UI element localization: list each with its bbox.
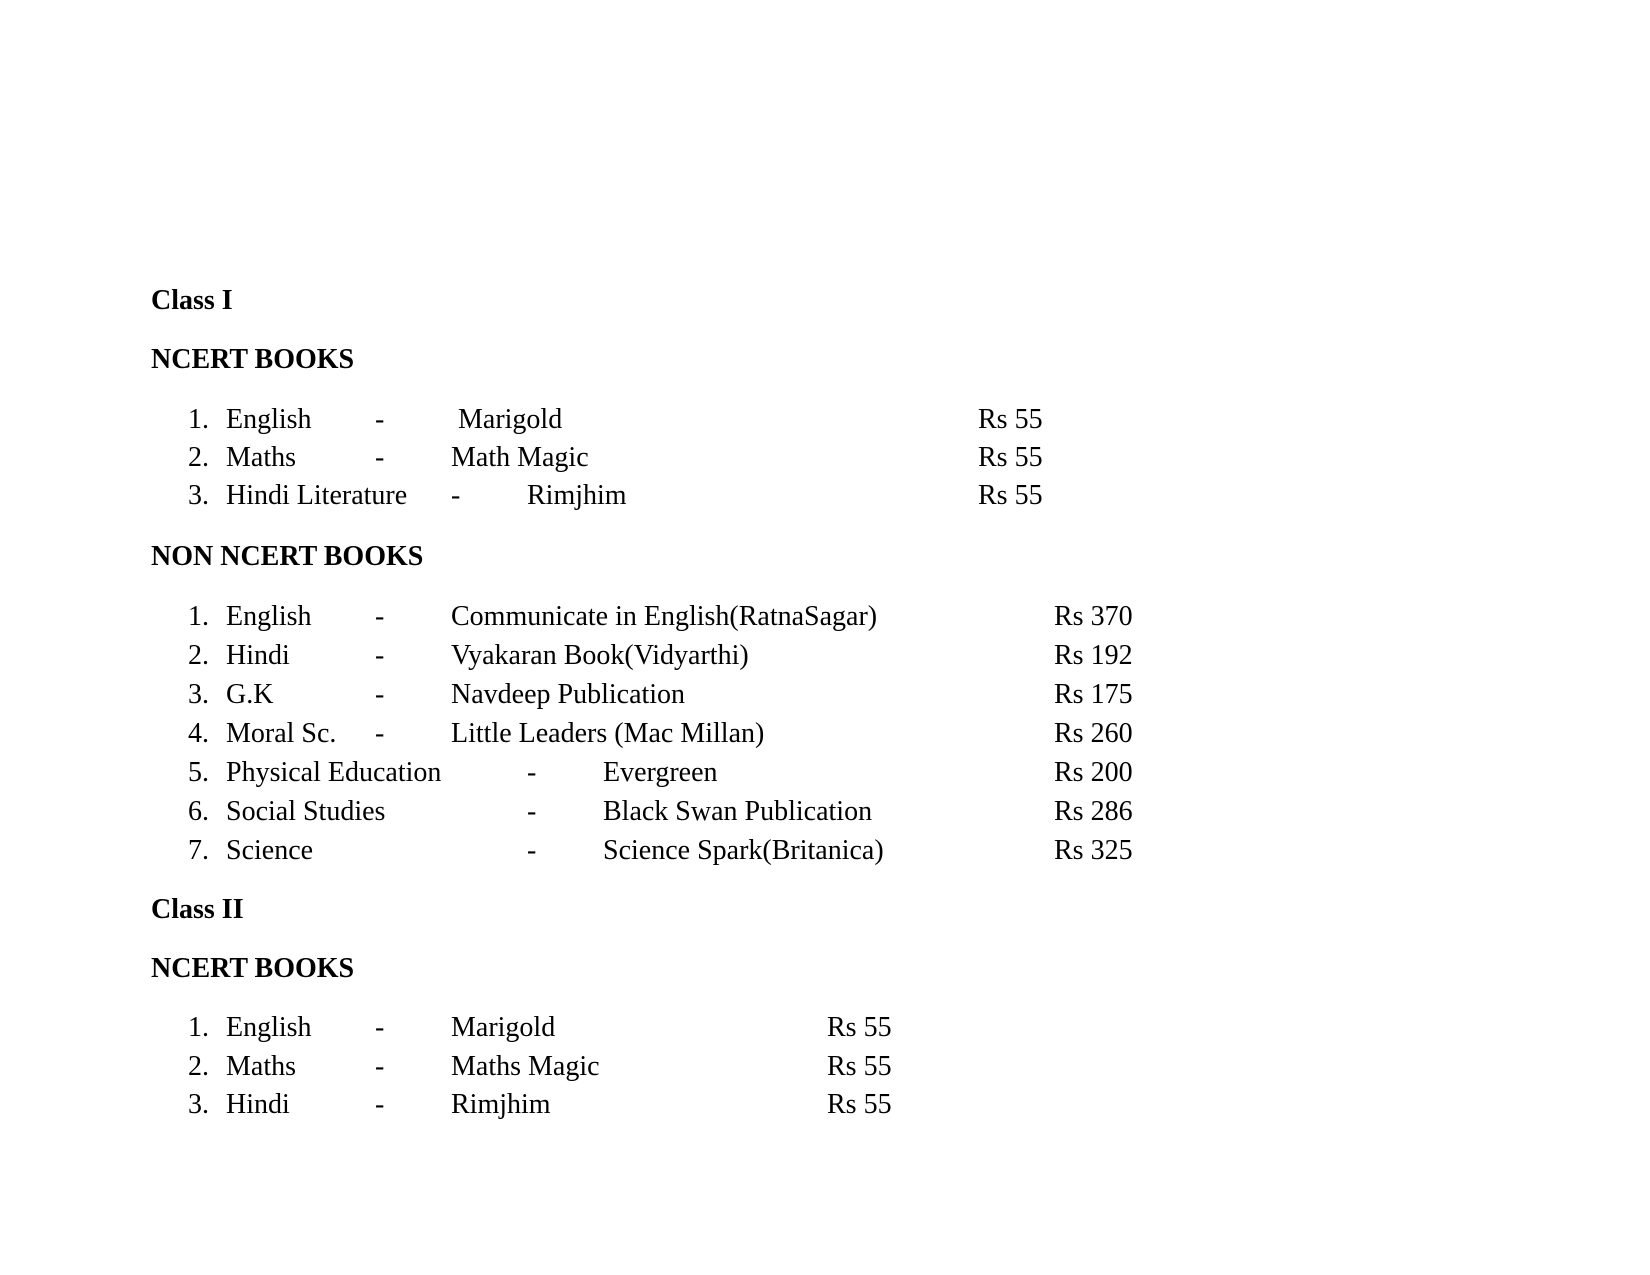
- item-dash: -: [375, 1051, 385, 1082]
- class-1-title: Class I: [151, 285, 233, 316]
- item-subject: English: [226, 601, 312, 632]
- item-price: Rs 55: [978, 442, 1043, 473]
- item-number: 4.: [188, 718, 209, 749]
- item-book: Evergreen: [603, 757, 718, 788]
- list-item: [0, 600, 1650, 636]
- item-number: 1.: [188, 601, 209, 632]
- item-dash: -: [375, 442, 385, 473]
- item-number: 1.: [188, 1012, 209, 1043]
- list-item: [0, 756, 1650, 792]
- item-book: Maths Magic: [451, 1051, 600, 1082]
- item-price: Rs 325: [1054, 835, 1133, 866]
- item-subject: Hindi Literature: [226, 480, 408, 511]
- item-book: Little Leaders (Mac Millan): [451, 718, 765, 749]
- item-book: Marigold: [458, 404, 563, 435]
- item-book: Black Swan Publication: [603, 796, 873, 827]
- item-dash: -: [527, 835, 537, 866]
- item-price: Rs 55: [978, 480, 1043, 511]
- item-subject: Maths: [226, 442, 296, 473]
- item-subject: Physical Education: [226, 757, 442, 788]
- item-number: 3.: [188, 679, 209, 710]
- item-dash: -: [375, 1012, 385, 1043]
- list-item: [0, 795, 1650, 831]
- item-number: 7.: [188, 835, 209, 866]
- item-number: 2.: [188, 640, 209, 671]
- item-price: Rs 55: [827, 1051, 892, 1082]
- item-price: Rs 260: [1054, 718, 1133, 749]
- item-dash: -: [527, 757, 537, 788]
- item-book: Science Spark(Britanica): [603, 835, 884, 866]
- list-item: [0, 1050, 1650, 1086]
- list-item: [0, 441, 1650, 477]
- list-item: [0, 678, 1650, 714]
- class-1-ncert-heading: NCERT BOOKS: [151, 344, 355, 375]
- item-subject: G.K: [226, 679, 274, 710]
- item-dash: -: [375, 640, 385, 671]
- item-dash: -: [527, 796, 537, 827]
- item-number: 3.: [188, 480, 209, 511]
- item-book: Rimjhim: [527, 480, 627, 511]
- item-price: Rs 55: [827, 1089, 892, 1120]
- item-price: Rs 192: [1054, 640, 1133, 671]
- class-2-ncert-heading: NCERT BOOKS: [151, 953, 355, 984]
- list-item: [0, 1088, 1650, 1124]
- item-book: Marigold: [451, 1012, 556, 1043]
- item-number: 2.: [188, 442, 209, 473]
- item-price: Rs 55: [827, 1012, 892, 1043]
- item-book: Math Magic: [451, 442, 589, 473]
- item-price: Rs 286: [1054, 796, 1133, 827]
- item-dash: -: [375, 718, 385, 749]
- item-subject: Social Studies: [226, 796, 386, 827]
- item-price: Rs 55: [978, 404, 1043, 435]
- item-dash: -: [375, 601, 385, 632]
- item-number: 6.: [188, 796, 209, 827]
- list-item: [0, 717, 1650, 753]
- item-number: 3.: [188, 1089, 209, 1120]
- class-2-title: Class II: [151, 894, 244, 925]
- item-dash: -: [375, 404, 385, 435]
- class-1-non-ncert-heading: NON NCERT BOOKS: [151, 541, 424, 572]
- item-subject: Moral Sc.: [226, 718, 337, 749]
- item-book: Vyakaran Book(Vidyarthi): [451, 640, 749, 671]
- list-item: [0, 834, 1650, 870]
- item-book: Communicate in English(RatnaSagar): [451, 601, 878, 632]
- item-price: Rs 200: [1054, 757, 1133, 788]
- item-price: Rs 370: [1054, 601, 1133, 632]
- list-item: [0, 479, 1650, 515]
- item-subject: English: [226, 1012, 312, 1043]
- item-dash: -: [375, 1089, 385, 1120]
- list-item: [0, 403, 1650, 439]
- item-book: Rimjhim: [451, 1089, 551, 1120]
- item-subject: English: [226, 404, 312, 435]
- item-dash: -: [375, 679, 385, 710]
- item-subject: Maths: [226, 1051, 296, 1082]
- item-subject: Science: [226, 835, 314, 866]
- item-dash: -: [451, 480, 461, 511]
- list-item: [0, 1011, 1650, 1047]
- item-number: 2.: [188, 1051, 209, 1082]
- item-number: 5.: [188, 757, 209, 788]
- item-number: 1.: [188, 404, 209, 435]
- item-price: Rs 175: [1054, 679, 1133, 710]
- item-subject: Hindi: [226, 1089, 290, 1120]
- list-item: [0, 639, 1650, 675]
- item-book: Navdeep Publication: [451, 679, 686, 710]
- item-subject: Hindi: [226, 640, 290, 671]
